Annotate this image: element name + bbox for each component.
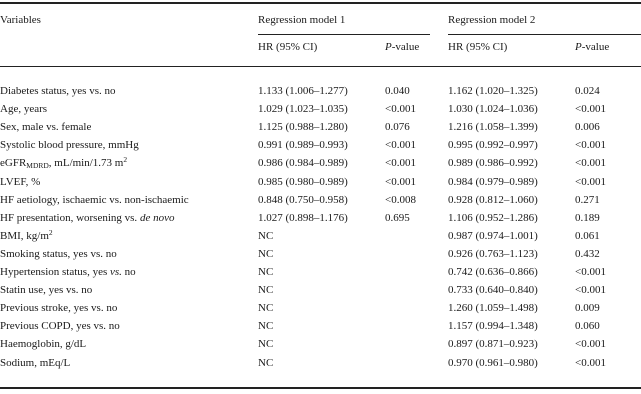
row-variable: Smoking status, yes vs. no — [0, 248, 117, 260]
row-pvalue-model1: 0.040 — [385, 85, 410, 97]
row-variable: Haemoglobin, g/dL — [0, 338, 87, 350]
row-hr-model2: 0.926 (0.763–1.123) — [448, 248, 538, 260]
row-hr-model2: 0.989 (0.986–0.992) — [448, 157, 538, 169]
row-pvalue-model2: 0.006 — [575, 121, 600, 133]
row-pvalue-model1: <0.001 — [385, 103, 416, 115]
header-variables: Variables — [0, 14, 41, 26]
row-pvalue-model2: 0.024 — [575, 85, 600, 97]
row-hr-model2: 0.897 (0.871–0.923) — [448, 338, 538, 350]
row-variable: Previous COPD, yes vs. no — [0, 320, 120, 332]
row-hr-model1: NC — [258, 230, 274, 242]
row-hr-model1: 0.986 (0.984–0.989) — [258, 157, 348, 169]
row-variable: eGFR$_{MDRD}$, mL/min/1.73 $m^2$ — [0, 155, 128, 170]
row-pvalue-model2: <0.001 — [575, 103, 606, 115]
model2-underline — [448, 34, 641, 35]
row-variable: Previous stroke, yes vs. no — [0, 302, 118, 314]
row-pvalue-model2: <0.001 — [575, 176, 606, 188]
row-pvalue-model1: <0.008 — [385, 194, 416, 206]
row-hr-model1: NC — [258, 338, 274, 350]
row-hr-model2: 0.742 (0.636–0.866) — [448, 266, 538, 278]
row-pvalue-model2: <0.001 — [575, 157, 606, 169]
row-pvalue-model2: 0.009 — [575, 302, 600, 314]
row-variable: BMI, $kg/m^2$ — [0, 228, 53, 242]
model1-underline — [258, 34, 430, 35]
row-pvalue-model1: 0.695 — [385, 212, 410, 224]
row-hr-model2: 0.928 (0.812–1.060) — [448, 194, 538, 206]
row-hr-model1: NC — [258, 320, 274, 332]
top-rule — [0, 2, 641, 4]
row-variable: LVEF, % — [0, 176, 41, 188]
row-pvalue-model1: <0.001 — [385, 157, 416, 169]
row-hr-model1: 0.991 (0.989–0.993) — [258, 139, 348, 151]
row-pvalue-model2: <0.001 — [575, 338, 606, 350]
bottom-rule — [0, 387, 641, 389]
header-pvalue-1: P-value — [385, 41, 420, 53]
row-hr-model2: 1.216 (1.058–1.399) — [448, 121, 538, 133]
row-pvalue-model2: 0.060 — [575, 320, 600, 332]
row-pvalue-model1: <0.001 — [385, 139, 416, 151]
row-pvalue-model2: <0.001 — [575, 284, 606, 296]
row-hr-model2: 1.162 (1.020–1.325) — [448, 85, 538, 97]
row-variable: Sodium, mEq/L — [0, 357, 71, 369]
row-hr-model2: 0.970 (0.961–0.980) — [448, 357, 538, 369]
row-hr-model2: 1.260 (1.059–1.498) — [448, 302, 538, 314]
header-hr-1: HR (95% CI) — [258, 41, 318, 53]
row-hr-model1: 1.133 (1.006–1.277) — [258, 85, 348, 97]
row-pvalue-model2: <0.001 — [575, 266, 606, 278]
row-variable: Statin use, yes vs. no — [0, 284, 93, 296]
header-model1: Regression model 1 — [258, 14, 346, 26]
header-rule — [0, 66, 641, 67]
row-hr-model1: 1.125 (0.988–1.280) — [258, 121, 348, 133]
row-pvalue-model2: 0.432 — [575, 248, 600, 260]
row-hr-model1: NC — [258, 266, 274, 278]
row-hr-model2: 1.030 (1.024–1.036) — [448, 103, 538, 115]
row-hr-model1: 0.985 (0.980–0.989) — [258, 176, 348, 188]
row-hr-model1: NC — [258, 248, 274, 260]
row-variable: Sex, male vs. female — [0, 121, 92, 133]
row-hr-model1: 1.027 (0.898–1.176) — [258, 212, 348, 224]
row-pvalue-model2: <0.001 — [575, 139, 606, 151]
row-variable: Diabetes status, yes vs. no — [0, 85, 116, 97]
row-hr-model2: 0.984 (0.979–0.989) — [448, 176, 538, 188]
row-hr-model2: 1.106 (0.952–1.286) — [448, 212, 538, 224]
row-hr-model2: 0.987 (0.974–1.001) — [448, 230, 538, 242]
row-variable: HF presentation, worsening vs. de novo — [0, 212, 175, 224]
header-hr-2: HR (95% CI) — [448, 41, 508, 53]
row-pvalue-model2: 0.271 — [575, 194, 600, 206]
row-pvalue-model1: 0.076 — [385, 121, 410, 133]
row-hr-model2: 0.733 (0.640–0.840) — [448, 284, 538, 296]
header-pvalue-2: P-value — [575, 41, 610, 53]
row-variable: Systolic blood pressure, mmHg — [0, 139, 139, 151]
row-pvalue-model2: <0.001 — [575, 357, 606, 369]
row-pvalue-model2: 0.061 — [575, 230, 600, 242]
row-pvalue-model1: <0.001 — [385, 176, 416, 188]
row-hr-model1: NC — [258, 284, 274, 296]
row-variable: Age, years — [0, 103, 48, 115]
row-hr-model1: 0.848 (0.750–0.958) — [258, 194, 348, 206]
row-hr-model1: 1.029 (1.023–1.035) — [258, 103, 348, 115]
row-hr-model1: NC — [258, 357, 274, 369]
row-hr-model1: NC — [258, 302, 274, 314]
row-variable: HF aetiology, ischaemic vs. non-ischaemic — [0, 194, 189, 206]
row-variable: Hypertension status, yes vs. no — [0, 266, 136, 278]
row-pvalue-model2: 0.189 — [575, 212, 600, 224]
row-hr-model2: 1.157 (0.994–1.348) — [448, 320, 538, 332]
header-model2: Regression model 2 — [448, 14, 536, 26]
row-hr-model2: 0.995 (0.992–0.997) — [448, 139, 538, 151]
